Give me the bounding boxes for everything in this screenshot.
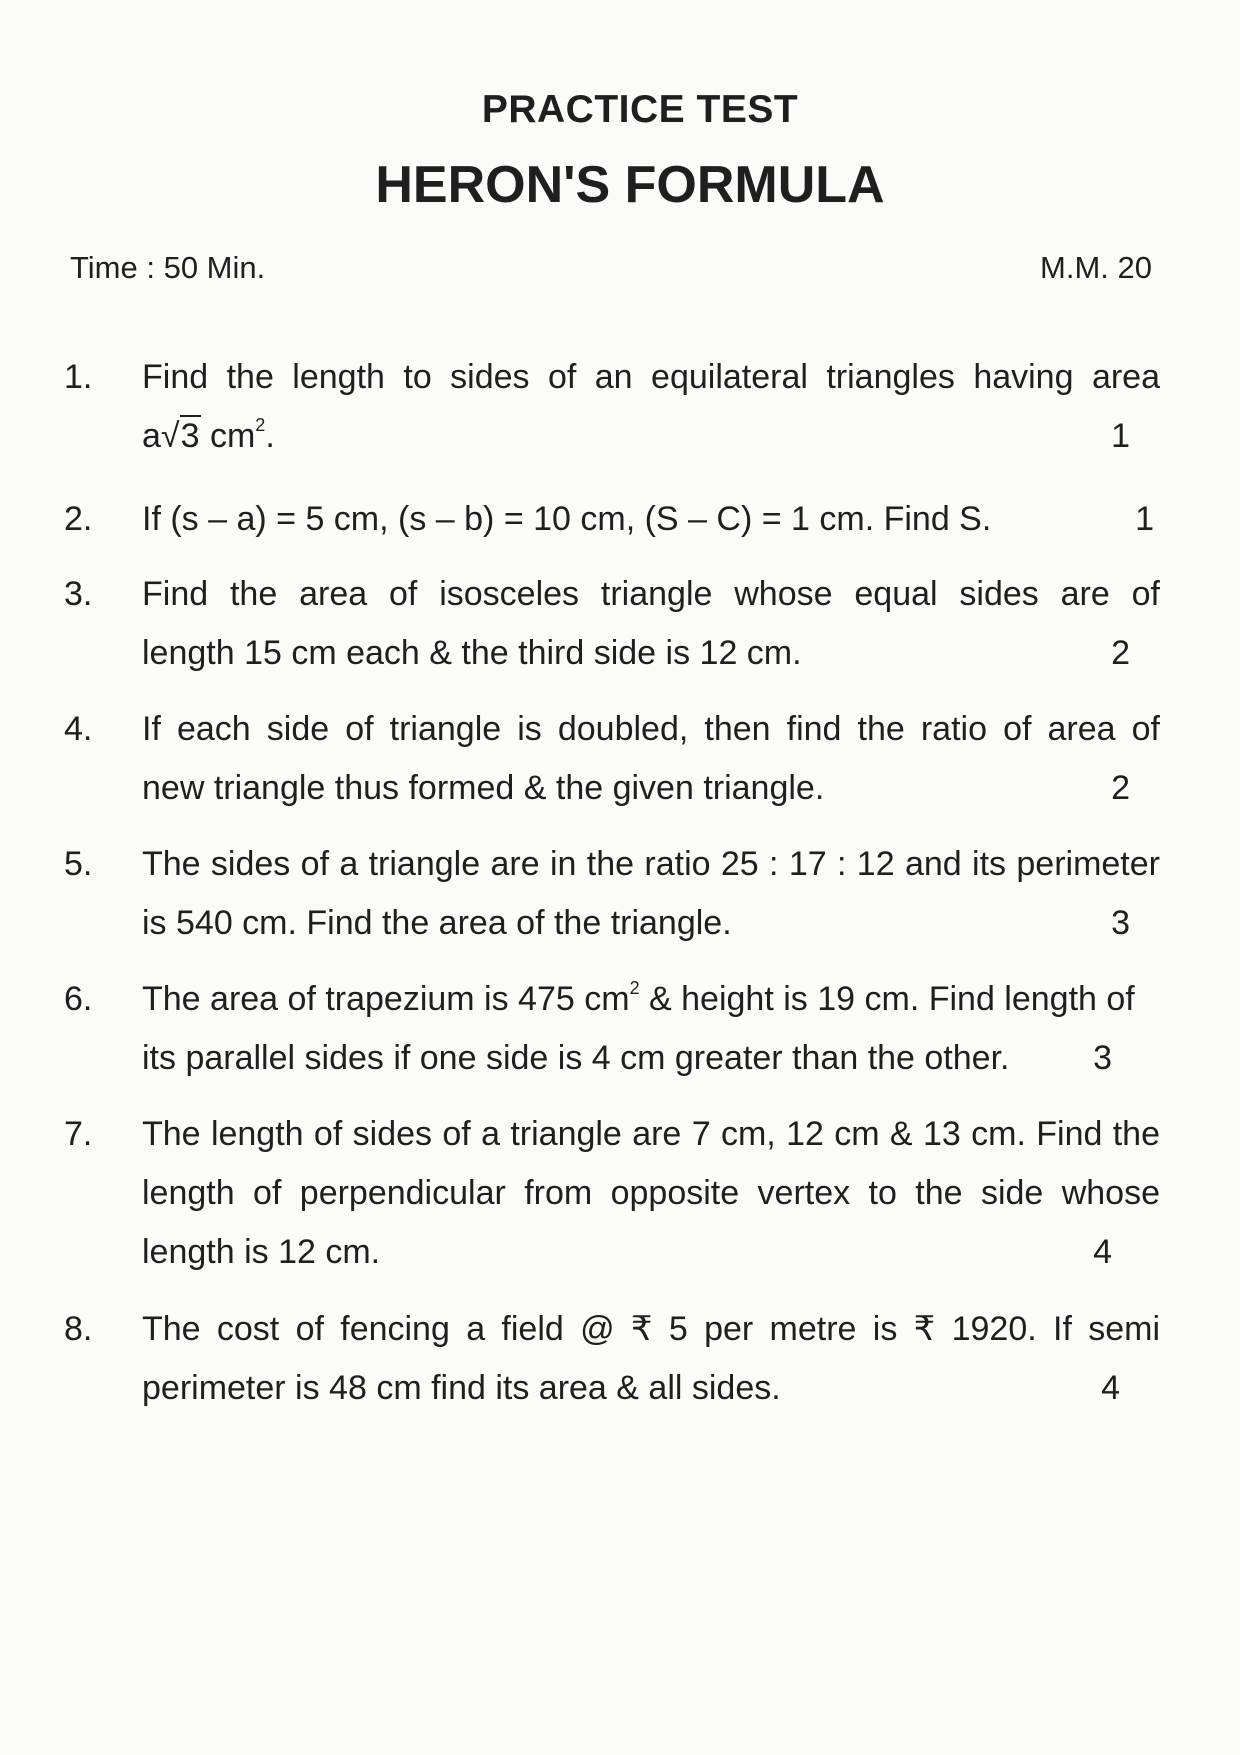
question-text: Find the area of isosceles triangle whose equal sides are of <box>142 575 1160 613</box>
question-3 <box>64 565 1160 683</box>
question-marks: 4 <box>1101 1369 1120 1407</box>
question-text-line <box>142 759 1160 818</box>
radicand: 3 <box>180 417 200 455</box>
sqrt-symbol: √3 <box>160 417 200 455</box>
test-meta <box>70 250 1152 286</box>
question-marks: 3 <box>1111 904 1130 942</box>
question-4 <box>64 700 1160 818</box>
page-subtitle: HERON'S FORMULA <box>375 156 885 214</box>
question-text-line <box>142 970 1160 1029</box>
question-7 <box>64 1105 1160 1282</box>
question-text: The cost of fencing a field @ ₹ 5 per metre is ₹ 1920. If semi <box>142 1310 1160 1348</box>
question-text: perimeter is 48 cm find its area & all sides. <box>142 1369 781 1407</box>
question-text: Find the length to sides of an equilateral triangles having area <box>142 358 1160 396</box>
question-number: 5. <box>64 845 93 883</box>
question-6 <box>64 970 1160 1088</box>
question-marks: 3 <box>1093 1039 1112 1077</box>
max-marks-label: M.M. 20 <box>1040 250 1152 285</box>
superscript: 2 <box>255 415 266 435</box>
question-formula: a√3 $cm^2$. 1 <box>142 407 1160 466</box>
question-text: new triangle thus formed & the given triangle. <box>142 769 825 807</box>
question-text: its parallel sides if one side is 4 cm greater than the other. <box>142 1039 1010 1077</box>
question-marks: 4 <box>1093 1233 1112 1271</box>
question-marks: 2 <box>1111 634 1130 672</box>
question-text-line <box>142 624 1160 683</box>
formula-unit: cm <box>200 417 256 455</box>
page-title: PRACTICE TEST <box>481 88 799 131</box>
question-text-line <box>142 894 1160 953</box>
question-number: 1. <box>64 358 93 396</box>
question-text: length 15 cm each & the third side is 12 cm. <box>142 634 802 672</box>
question-8 <box>64 1300 1160 1418</box>
formula-a: a <box>142 417 161 455</box>
question-marks: 2 <box>1111 769 1130 807</box>
question-text: The area of trapezium is 475 cm <box>142 980 630 1018</box>
question-number: 8. <box>64 1310 93 1348</box>
question-1 <box>64 348 1160 466</box>
question-text: The length of sides of a triangle are 7 cm, 12 cm & 13 cm. Find the <box>142 1115 1160 1153</box>
question-number: 3. <box>64 575 93 613</box>
question-number: 4. <box>64 710 93 748</box>
question-text: length is 12 cm. <box>142 1233 381 1271</box>
question-text: length of perpendicular from opposite vertex to the side whose <box>142 1174 1160 1212</box>
question-marks: 1 <box>1135 500 1154 538</box>
question-number: 6. <box>64 980 93 1018</box>
question-text: If (s – a) = 5 cm, (s – b) = 10 cm, (S – C) = 1 cm. Find S. <box>142 500 992 538</box>
superscript: 2 <box>629 978 640 998</box>
question-5 <box>64 835 1160 953</box>
question-text-line <box>142 1359 1160 1418</box>
question-marks: 1 <box>1111 417 1130 455</box>
question-text-line <box>142 1029 1160 1088</box>
time-label: Time : 50 Min. <box>70 250 266 285</box>
question-text: & height is 19 cm. Find length of <box>639 980 1135 1018</box>
question-text-line <box>142 490 1160 549</box>
question-number: 7. <box>64 1115 93 1153</box>
question-text: The sides of a triangle are in the ratio 25 : 17 : 12 and its perimeter <box>142 845 1160 883</box>
question-text: If each side of triangle is doubled, then find the ratio of area of <box>142 710 1160 748</box>
question-number: 2. <box>64 500 93 538</box>
question-text-line <box>142 1223 1160 1282</box>
question-2 <box>64 490 1160 549</box>
question-text: is 540 cm. Find the area of the triangle. <box>142 904 732 942</box>
